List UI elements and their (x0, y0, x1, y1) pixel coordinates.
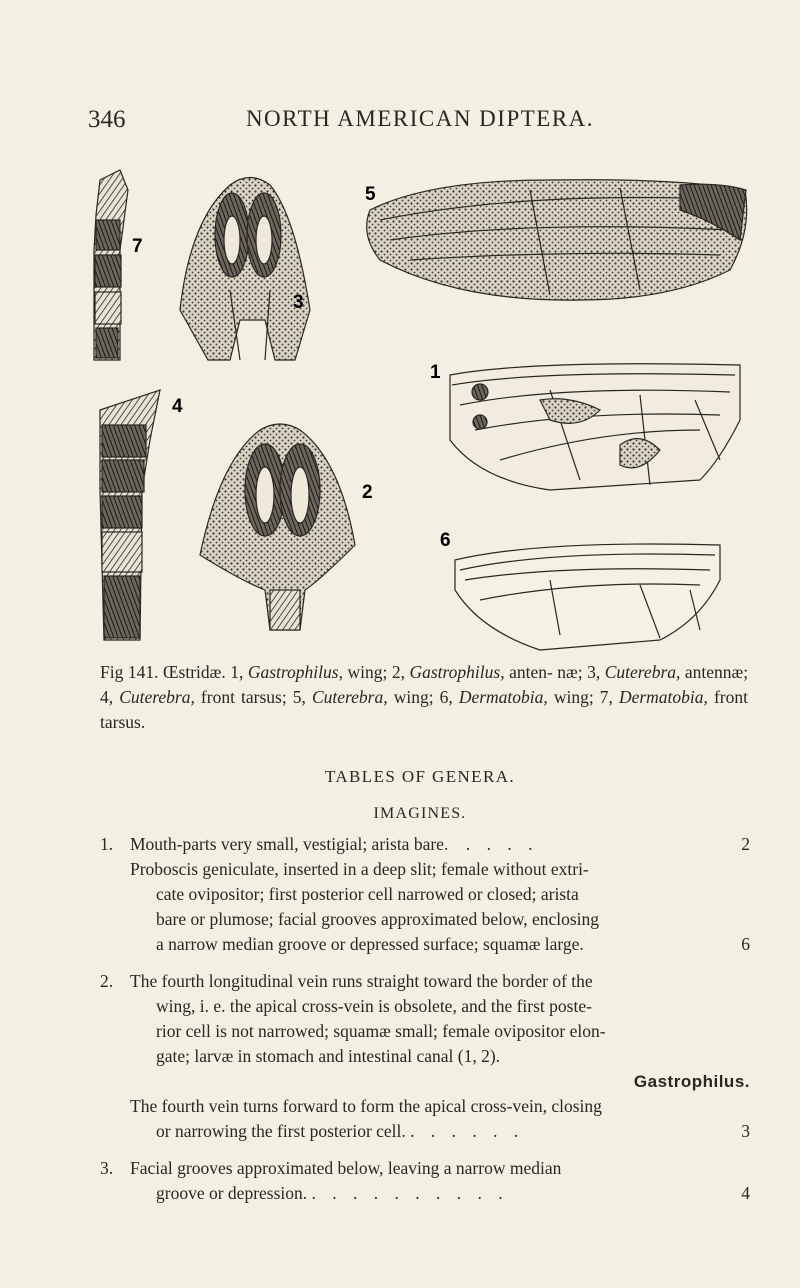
caption-part: front tarsus; 5, (200, 687, 306, 707)
running-head: NORTH AMERICAN DIPTERA. (245, 106, 595, 131)
figure-label-5: 5 (365, 184, 376, 205)
caption-genus: Cuterebra, (604, 662, 681, 682)
caption-genus: Dermatobia, (618, 687, 708, 707)
lead-reference: 4 (741, 1183, 750, 1203)
key-lead (130, 932, 750, 957)
caption-genus: Gastrophilus, (409, 662, 505, 682)
page-number: 346 (88, 106, 126, 133)
wing-dermatobia-drawing (455, 544, 720, 650)
figure-label-1: 1 (430, 362, 441, 383)
lead-text: wing, i. e. the apical cross-vein is obsolete, and the first poste- (156, 996, 592, 1016)
lead-text: gate; larvæ in stomach and intestinal canal (1, 2). (156, 1046, 501, 1066)
figure-label-7: 7 (132, 236, 143, 257)
generic-key (100, 832, 750, 1215)
key-couplet-1 (100, 832, 750, 957)
wing-gastrophilus-drawing (450, 364, 740, 490)
lead-text: a narrow median groove or depressed surface; squamæ large. (156, 934, 584, 954)
lead-text: Mouth-parts very small, vestigial; arista bare. (130, 834, 449, 854)
tarsus-dermatobia-drawing (94, 170, 128, 360)
lead-text: Facial grooves approximated below, leaving a narrow median (130, 1158, 562, 1178)
lead-text: groove or depression. (156, 1183, 308, 1203)
genus-name: Gastrophilus. (633, 1072, 750, 1091)
couplet-number: 1. (100, 834, 114, 854)
caption-part: wing; 6, (393, 687, 453, 707)
caption-part: wing; 2, (347, 662, 405, 682)
caption-part: antennæ; 4, (100, 662, 749, 707)
figure-label-3: 3 (293, 292, 304, 313)
caption-i1-num: 1, (230, 662, 244, 682)
antennae-gastrophilus-drawing (200, 424, 355, 630)
lead-reference: 6 (741, 934, 750, 954)
caption-part: front tarsus. (100, 687, 748, 732)
lead-text: or narrowing the first posterior cell. (156, 1121, 406, 1141)
key-lead (130, 832, 750, 857)
couplet-number: 2. (100, 971, 114, 991)
caption-genus: Cuterebra, (119, 687, 195, 707)
figure-141 (80, 160, 760, 655)
section-title: TABLES OF GENERA. (324, 767, 516, 786)
figure-caption (100, 660, 748, 735)
key-lead (130, 1119, 750, 1144)
figure-label-2: 2 (362, 482, 373, 503)
figure-label-4: 4 (172, 396, 183, 417)
lead-reference: 3 (741, 1121, 750, 1141)
lead-text: bare or plumose; facial grooves approximated below, enclosing (156, 909, 600, 929)
lead-dots: . . . . . . (410, 1121, 525, 1141)
lead-reference: 2 (741, 834, 750, 854)
subsection-title: IMAGINES. (373, 805, 467, 822)
couplet-number: 3. (100, 1158, 114, 1178)
caption-family: Œstridæ. (162, 662, 226, 682)
lead-dots: . . . . . . . . . . (311, 1183, 509, 1203)
figure-label-6: 6 (440, 530, 451, 551)
antennae-cuterebra-drawing (180, 178, 310, 361)
lead-text: rior cell is not narrowed; squamæ small; female ovipositor elon- (156, 1021, 606, 1041)
lead-text: The fourth longitudinal vein runs straight toward the border of the (130, 971, 593, 991)
key-lead (130, 1181, 750, 1206)
caption-genus: Gastrophilus, (247, 662, 343, 682)
caption-part: wing; 7, (553, 687, 613, 707)
tarsus-cuterebra-drawing (100, 390, 160, 640)
lead-text: Proboscis geniculate, inserted in a deep slit; female without extri- (130, 859, 589, 879)
wing-cuterebra-drawing (367, 180, 747, 300)
lead-text: cate ovipositor; first posterior cell narrowed or closed; arista (156, 884, 579, 904)
caption-part: anten- næ; 3, (509, 662, 601, 682)
caption-genus: Dermatobia, (458, 687, 548, 707)
key-couplet-2 (100, 969, 750, 1144)
key-couplet-3 (100, 1156, 750, 1206)
caption-fig: Fig 141. (100, 662, 159, 682)
figure-illustration (80, 160, 760, 655)
lead-text: The fourth vein turns forward to form the apical cross-vein, closing (130, 1096, 602, 1116)
caption-genus: Cuterebra, (311, 687, 388, 707)
lead-dots: . . . . (465, 834, 539, 854)
